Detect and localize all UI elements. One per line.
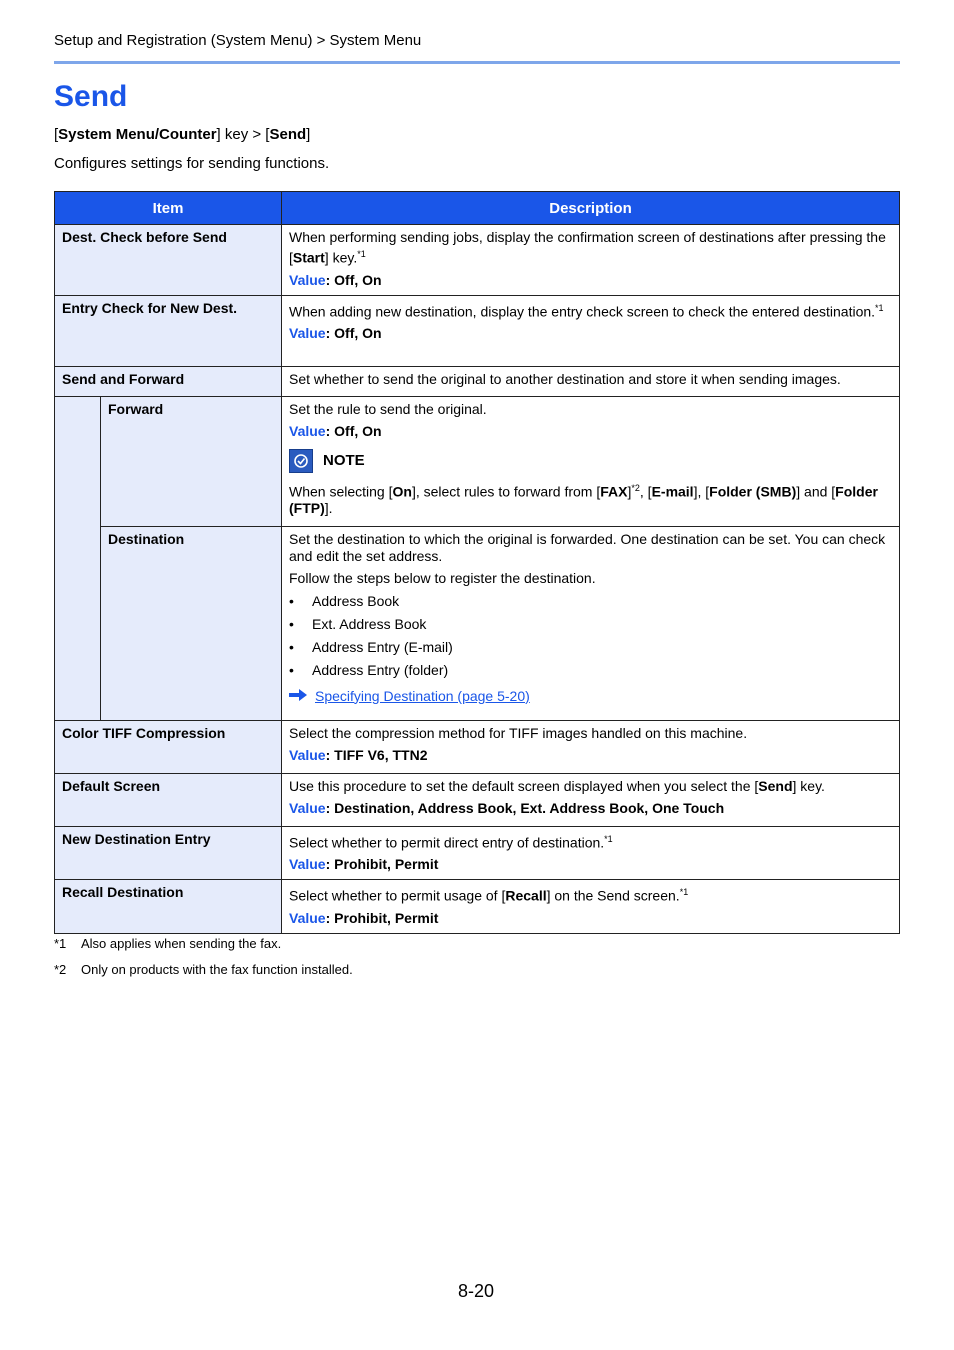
key-path-close: ] [306, 126, 311, 143]
description-cell [282, 880, 900, 934]
footnote-ref: *2 [631, 482, 640, 493]
value-line: Value: TIFF V6, TTN2 [289, 746, 428, 763]
table-row [55, 366, 900, 396]
key-path-key2: Send [269, 126, 307, 143]
key-path-mid: ] key > [ [216, 126, 270, 143]
reference-link-row[interactable] [289, 688, 892, 705]
page-number: 8-20 [458, 1281, 495, 1301]
footnote-ref: *1 [604, 833, 613, 844]
footnote-ref: *1 [875, 302, 884, 313]
page-title: Send [54, 80, 128, 113]
description-text: Select the compression method for TIFF images handled on this machine. [289, 724, 748, 741]
item-cell: Destination [101, 526, 282, 720]
table-row [55, 880, 900, 934]
item-cell: Send and Forward [55, 366, 282, 396]
arrow-right-icon [289, 688, 307, 705]
table-row [55, 225, 900, 296]
footnote-ref: *1 [679, 887, 689, 898]
item-cell: Dest. Check before Send [55, 225, 282, 296]
key-path [54, 126, 310, 143]
table-header-row [55, 192, 900, 225]
description-cell [282, 773, 900, 826]
description-text: When performing sending jobs, display the confirmation screen of destinations after pressing the [Start] key.$^{*1}$ [289, 229, 886, 266]
footnote: *1 Also applies when sending the fax. [54, 936, 282, 951]
description-text: Select whether to permit direct entry of destination.$^{*1}$ [289, 833, 613, 851]
table-row [55, 526, 900, 720]
item-cell: Entry Check for New Dest. [55, 295, 282, 366]
description-cell [282, 225, 900, 296]
description-cell [282, 396, 900, 526]
item-cell: Forward [101, 396, 282, 526]
item-cell: New Destination Entry [55, 826, 282, 880]
key-path-open: [ [54, 126, 59, 143]
value-line: Value: Prohibit, Permit [289, 856, 439, 873]
description-text: Set the destination to which the original is forwarded. One destination can be set. You can check and edit the set address. [289, 530, 886, 564]
specifying-destination-link[interactable]: Specifying Destination (page 5-20) [315, 687, 530, 704]
description-text: Set the rule to send the original. [289, 400, 487, 417]
description-text: Use this procedure to set the default screen displayed when you select the [Send] key. [289, 777, 825, 794]
value-line: Value: Destination, Address Book, Ext. Address Book, One Touch [289, 799, 725, 816]
description-text: Select whether to permit usage of [Recall] on the Send screen.$^{*1}$ [289, 887, 689, 904]
header-rule [54, 61, 900, 64]
value-line: Value: Off, On [289, 325, 382, 342]
note-header [289, 449, 892, 473]
description-cell [282, 826, 900, 880]
item-cell: Default Screen [55, 773, 282, 826]
value-line: Value: Off, On [289, 422, 382, 439]
item-cell: Recall Destination [55, 880, 282, 934]
note-text: When selecting [On], select rules to forward from [FAX]$^{*2}$, [E-mail], [Folder (SMB)] and [Folder (FTP)]. [289, 482, 878, 517]
list-item: • Address Entry (E-mail) [289, 638, 453, 655]
table-row [55, 295, 900, 366]
note-icon [289, 449, 313, 473]
settings-table [54, 191, 900, 934]
description-cell [282, 720, 900, 773]
description-text: When adding new destination, display the entry check screen to check the entered destination.$^{*1}$ [289, 302, 884, 320]
table-row [55, 396, 900, 526]
table-row [55, 826, 900, 880]
indent-cell [55, 396, 101, 720]
intro-text: Configures settings for sending functions. [54, 155, 330, 172]
description-text: Follow the steps below to register the destination. [289, 569, 596, 586]
list-item: • Address Book [289, 592, 400, 609]
header-description: Description [282, 192, 900, 225]
description-cell [282, 526, 900, 720]
value-line: Value: Off, On [289, 271, 382, 288]
key-path-key1: System Menu/Counter [58, 126, 217, 143]
header-item: Item [55, 192, 282, 225]
item-cell: Color TIFF Compression [55, 720, 282, 773]
list-item: • Ext. Address Book [289, 615, 427, 632]
description-cell [282, 295, 900, 366]
list-item: • Address Entry (folder) [289, 661, 449, 678]
table-row [55, 773, 900, 826]
breadcrumb: Setup and Registration (System Menu) > System Menu [54, 32, 422, 49]
description-cell: Set whether to send the original to another destination and store it when sending images. [282, 366, 900, 396]
note-title: NOTE [323, 452, 365, 470]
footnote: *2 Only on products with the fax function installed. [54, 962, 353, 977]
value-line: Value: Prohibit, Permit [289, 909, 439, 926]
footnote-ref: *1 [357, 249, 366, 259]
table-row [55, 720, 900, 773]
